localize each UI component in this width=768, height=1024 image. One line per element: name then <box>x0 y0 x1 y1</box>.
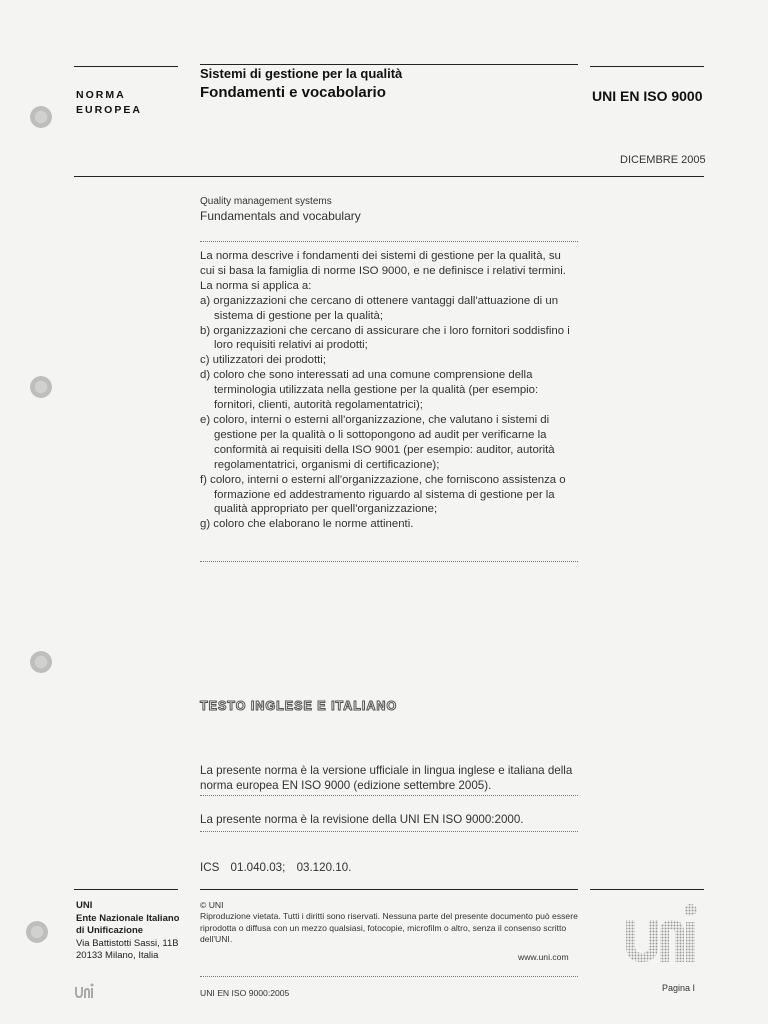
title-en-big: Fundamentals and vocabulary <box>200 209 361 223</box>
copyright-notice <box>200 900 580 946</box>
title-it-small: Sistemi di gestione per la qualità <box>200 66 403 81</box>
uni-small-logo-icon <box>74 983 96 999</box>
title-it-big: Fondamenti e vocabolario <box>200 84 386 101</box>
rule <box>590 889 704 890</box>
list-item: a) organizzazioni che cercano di ottenere vantaggi dall'attuazione di un sistema di gestione per la qualità; <box>200 294 559 322</box>
title-en-small: Quality management systems <box>200 196 332 207</box>
list-item: c) utilizzatori dei prodotti; <box>200 354 326 367</box>
abstract-intro: La norma descrive i fondamenti dei sistemi di gestione per la qualità, su cui si basa la famiglia di norme ISO 9000, e ne definisce i relativi termini. <box>200 250 566 277</box>
rule <box>590 66 704 67</box>
norma-line-1: NORMA <box>76 89 126 101</box>
dotted-rule <box>200 561 578 562</box>
rule <box>200 889 578 890</box>
rule <box>200 64 578 65</box>
dotted-rule <box>200 976 578 977</box>
dotted-rule <box>200 831 578 832</box>
ics-codes: ICS 01.040.03; 03.120.10. <box>200 861 352 874</box>
revision-note: La presente norma è la revisione della UNI EN ISO 9000:2000. <box>200 813 524 826</box>
uni-address <box>76 900 179 963</box>
list-item: e) coloro, interni o esterni all'organizzazione, che valutano i sistemi di gestione per la qualità o li sottopongono ad audit per verificarne la conformità ai requisiti della ISO 9001 (per esempio: auditor, autorità regolamentatrici, organismi di certificazione); <box>200 413 555 471</box>
list-item: b) organizzazioni che cercano di assicurare che i loro fornitori soddisfino i loro requisiti relativi ai prodotti; <box>200 324 570 352</box>
rights-text: Riproduzione vietata. Tutti i diritti sono riservati. Nessuna parte del presente documento può essere riprodotta o diffusa con un mezzo qualsiasi, fotocopie, microfilm o altro, senza il consenso scritto dell'UNI. <box>200 911 578 945</box>
abstract <box>200 249 578 532</box>
norma-line-2: EUROPEA <box>76 104 142 116</box>
standard-code: UNI EN ISO 9000 <box>592 88 703 104</box>
org-name-1: Ente Nazionale Italiano <box>76 912 180 924</box>
binder-hole <box>30 376 52 398</box>
website-link[interactable]: www.uni.com <box>518 952 569 962</box>
binder-hole <box>30 106 52 128</box>
official-version-note: La presente norma è la versione ufficiale in lingua inglese e italiana della norma europea EN ISO 9000 (edizione settembre 2005). <box>200 764 573 792</box>
publication-date: DICEMBRE 2005 <box>620 154 706 166</box>
address-2: 20133 Milano, Italia <box>76 950 159 961</box>
page-number: Pagina I <box>662 983 696 993</box>
rule <box>74 66 178 67</box>
org-short: UNI <box>76 900 93 911</box>
binder-hole <box>26 921 48 943</box>
dotted-rule <box>200 241 578 242</box>
uni-logo-icon <box>622 900 702 972</box>
list-item: f) coloro, interni o esterni all'organizzazione, che forniscono assistenza o formazione ed addestramento riguardo al sistema di gestione per la qualità appropriato per quell'organizzazione; <box>200 473 566 516</box>
footer-doc-code: UNI EN ISO 9000:2005 <box>200 988 290 998</box>
rule <box>74 176 704 177</box>
org-name-2: di Unificazione <box>76 925 144 936</box>
list-item: g) coloro che elaborano le norme attinenti. <box>200 518 414 531</box>
address-1: Via Battistotti Sassi, 11B <box>76 937 179 949</box>
binder-hole <box>30 651 52 673</box>
norma-europea-label <box>76 88 142 118</box>
list-item: d) coloro che sono interessati ad una comune comprensione della terminologia utilizzata nella gestione per la qualità (per esempio: fornitori, clienti, autorità regolamentatrici); <box>200 369 539 412</box>
rule <box>74 889 178 890</box>
abstract-applies: La norma si applica a: <box>200 279 312 292</box>
language-heading: TESTO INGLESE E ITALIANO <box>200 699 398 713</box>
copyright: © UNI <box>200 900 224 910</box>
dotted-rule <box>200 795 578 796</box>
